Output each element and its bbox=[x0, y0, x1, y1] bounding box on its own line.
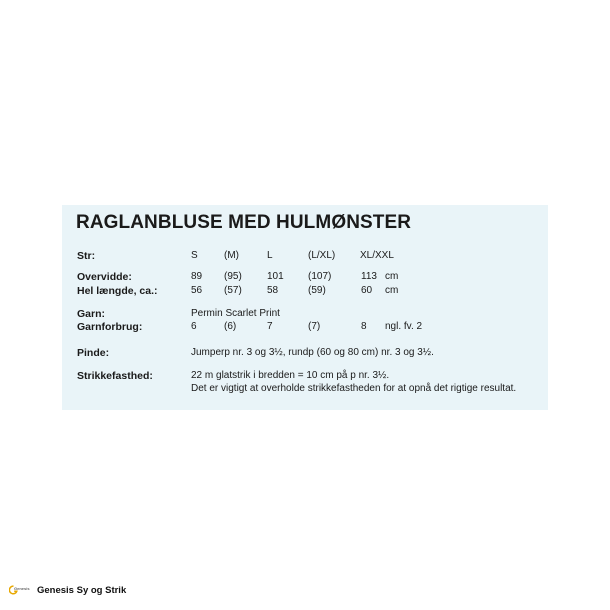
pattern-info-panel bbox=[62, 205, 548, 410]
yarn-label: Garn: bbox=[77, 308, 106, 320]
width-label: Overvidde: bbox=[77, 271, 132, 283]
length-value: 58 bbox=[267, 285, 279, 296]
width-value: 101 bbox=[267, 271, 284, 282]
size-value: L bbox=[267, 250, 273, 261]
length-unit: cm bbox=[385, 285, 399, 296]
width-unit: cm bbox=[385, 271, 399, 282]
consumption-value: (7) bbox=[308, 321, 321, 332]
length-value: 60 bbox=[361, 285, 373, 296]
yarn-value: Permin Scarlet Print bbox=[191, 308, 280, 319]
length-value: (57) bbox=[224, 285, 242, 296]
consumption-unit: ngl. fv. 2 bbox=[385, 321, 423, 332]
consumption-value: 7 bbox=[267, 321, 273, 332]
gauge-line-2: Det er vigtigt at overholde strikkefastheden for at opnå det rigtige resultat. bbox=[191, 383, 517, 394]
width-value: (107) bbox=[308, 271, 332, 282]
gauge-line-1: 22 m glatstrik i bredden = 10 cm på p nr. 3½. bbox=[191, 370, 390, 381]
size-label: Str: bbox=[77, 250, 96, 262]
consumption-value: (6) bbox=[224, 321, 237, 332]
size-value: (M) bbox=[224, 250, 239, 261]
size-value: (L/XL) bbox=[308, 250, 336, 261]
length-value: 56 bbox=[191, 285, 203, 296]
pattern-title: RAGLANBLUSE MED HULMØNSTER bbox=[76, 212, 412, 233]
needles-label: Pinde: bbox=[77, 347, 110, 359]
logo-text: Genesis bbox=[14, 586, 30, 591]
consumption-value: 8 bbox=[361, 321, 367, 332]
size-value: S bbox=[191, 250, 198, 261]
consumption-label: Garnforbrug: bbox=[77, 321, 143, 333]
width-value: 89 bbox=[191, 271, 203, 282]
footer-brand: Genesis Sy og Strik bbox=[37, 585, 127, 596]
consumption-value: 6 bbox=[191, 321, 197, 332]
width-value: 113 bbox=[361, 271, 377, 282]
width-value: (95) bbox=[224, 271, 242, 282]
gauge-label: Strikkefasthed: bbox=[77, 370, 153, 382]
needles-value: Jumperp nr. 3 og 3½, rundp (60 og 80 cm) nr. 3 og 3½. bbox=[191, 347, 434, 358]
length-label: Hel længde, ca.: bbox=[77, 285, 158, 297]
length-value: (59) bbox=[308, 285, 326, 296]
size-value: XL/XXL bbox=[360, 250, 394, 261]
